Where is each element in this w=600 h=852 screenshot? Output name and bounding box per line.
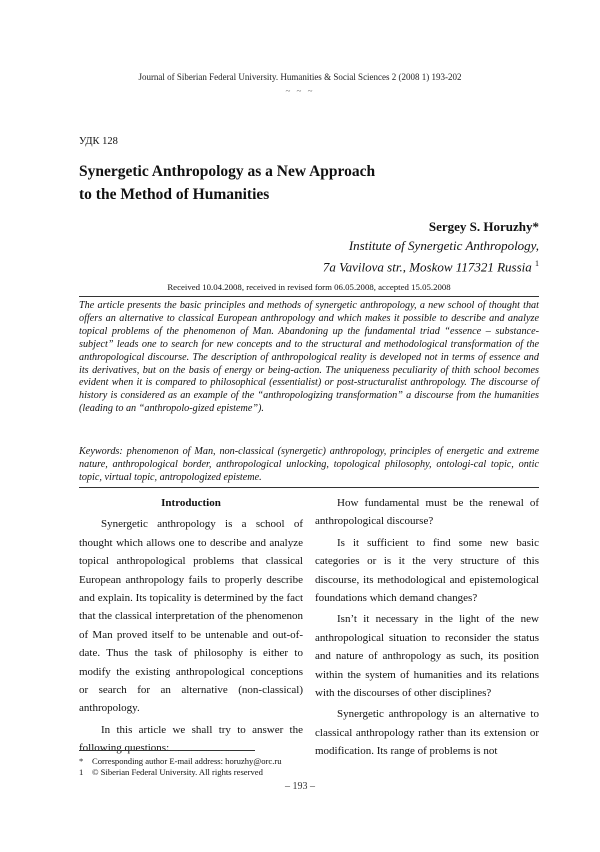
author-affiliation: [139, 237, 539, 276]
section-heading-introduction: Introduction: [161, 497, 221, 509]
footnote-mark: 1: [79, 766, 84, 777]
footnote-text: Corresponding author E-mail address: horuzhy@orc.ru: [92, 756, 282, 766]
abstract-top-rule: [79, 296, 539, 297]
journal-running-header: Journal of Siberian Federal University. Humanities & Social Sciences 2 (2008 1) 193-202: [138, 72, 462, 82]
article-title: [79, 160, 529, 206]
keywords: Keywords: phenomenon of Man, non-classical (synergetic) anthropology, principles of energetic and extreme nature, anthropological border, anthropological unlocking, topological philosophy, ontologi-cal topic, ontic topic, virtual topic, antropologized episteme.: [79, 446, 539, 483]
footnote-mark: *: [79, 756, 84, 766]
footnote: [79, 767, 282, 778]
right-column: [315, 494, 539, 764]
author-name: Sergey S. Horuzhy*: [428, 219, 539, 234]
footnote: [79, 756, 282, 767]
right-paragraph-3: Isn’t it necessary in the light of the new anthropological situation to reconsider the status and nature of anthropology as such, its position within the system of humanities and its relations with the discourses of other disciplines?: [315, 613, 539, 700]
affiliation-footnote-mark: 1: [535, 259, 539, 268]
intro-paragraph-1: Synergetic anthropology is a school of thought which allows one to describe and analyze topical anthropological problems that classical European anthropology fails to properly describe and explain. Its topicality is determined by the fact that the classical interpretation of the phenomenon of Man proved itself to be untenable and out-of-date. Thus the task of philosophy is either to modify the existing anthropological conceptions or search for an alternative (non-classical) anthropology.: [79, 518, 303, 715]
abstract: The article presents the basic principles and methods of synergetic anthropology, a new school of thought that offers an alternative to classical European anthropology and which makes it possible to describe and analyze topical problems of the phenomenon of Man. Abandoning up the fundamental triad “essence – substance-subject” leads one to search for new concepts and to the structural and methodological transformation of the anthropological discourse. The description of anthropological reality is developed not in terms of essence and its derivatives, but on the basis of energy or being-action. The uniqueness peculiarity of thith school becomes evident when it is compared to philosophical (essentialist) or post-structuralist anthropology. The discourse of history is considered as an example of the “anthropologizing transformation” a discourse from the humanities (leading to an “anthropolo-gized episteme”).: [79, 300, 539, 415]
header-ornament: ~ ~ ~: [285, 86, 315, 96]
received-dates: Received 10.04.2008, received in revised form 06.05.2008, accepted 15.05.2008: [167, 282, 451, 292]
title-line-2: to the Method of Humanities: [79, 186, 270, 203]
right-paragraph-2: Is it sufficient to find some new basic categories or is it the very structure of this discourse, its methodological and epistemological foundations which demand changes?: [315, 536, 539, 605]
affiliation-address: 7a Vavilova str., Moskow 117321 Russia: [322, 259, 532, 275]
affiliation-line-1: Institute of Synergetic Anthropology,: [348, 238, 539, 253]
right-paragraph-4: Synergetic anthropology is an alternative to classical anthropology rather than its extension or modification. Its range of problems is not: [315, 708, 539, 758]
footnote-rule: [79, 750, 255, 751]
affiliation-line-2: [139, 255, 539, 276]
intro-paragraph-2: In this article we shall try to answer the following questions:: [79, 723, 303, 755]
footnotes: [79, 756, 282, 778]
page-number: – 193 –: [285, 781, 315, 792]
left-column: [79, 494, 303, 761]
footnote-text: © Siberian Federal University. All rights reserved: [92, 766, 263, 777]
udk-code: УДК 128: [79, 136, 118, 147]
right-paragraph-1: How fundamental must be the renewal of anthropological discourse?: [315, 497, 539, 528]
title-line-1: Synergetic Anthropology as a New Approach: [79, 163, 376, 180]
abstract-bottom-rule: [79, 487, 539, 488]
